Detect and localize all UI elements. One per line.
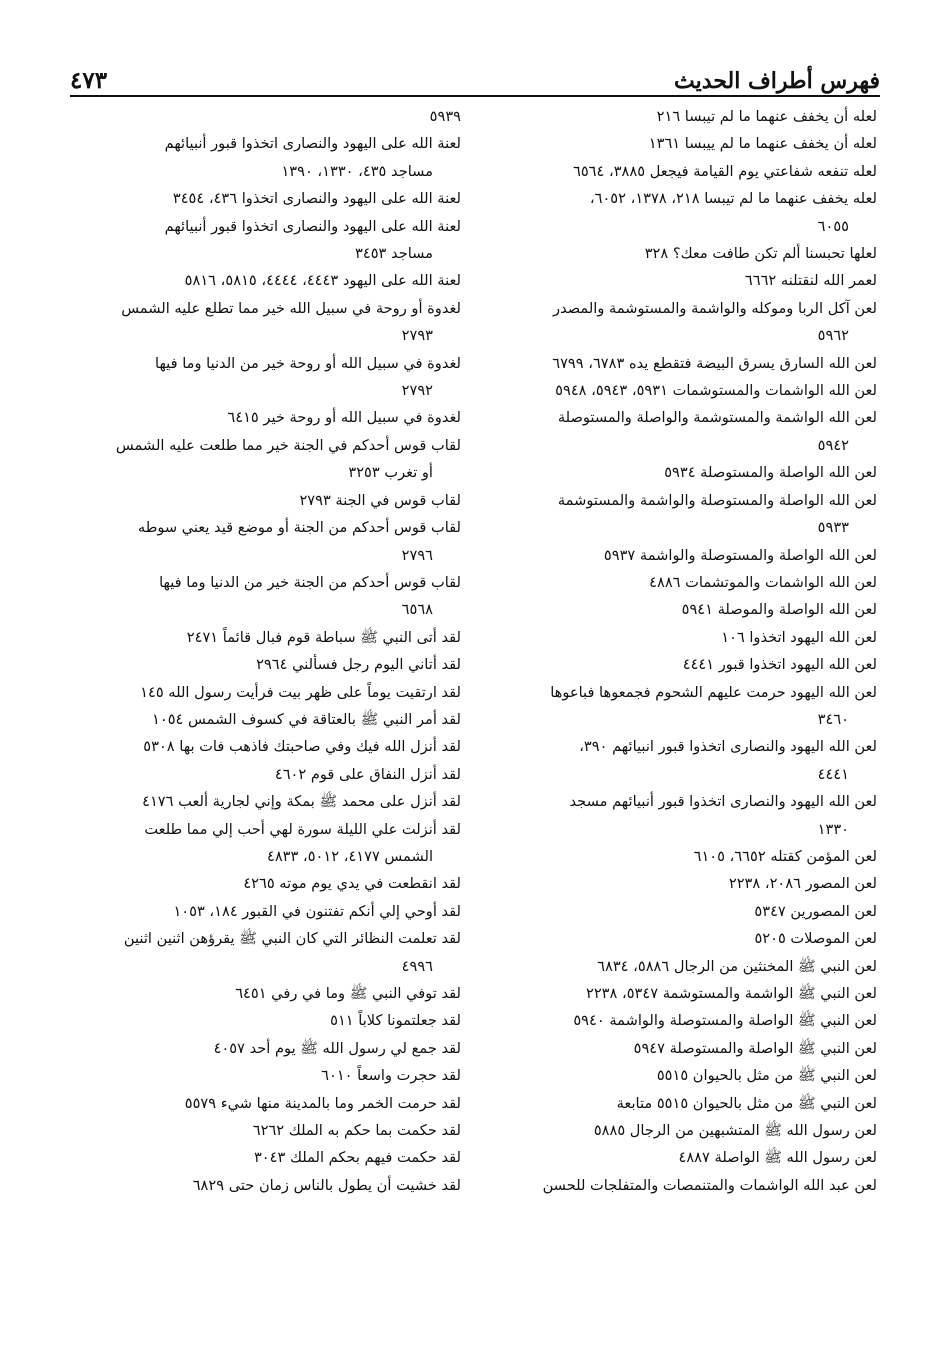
entry-continuation: ٣٤٦٠ [817,710,849,728]
entry-continuation: ٥٩٤٢ [817,436,849,454]
index-entry [493,870,877,897]
index-entry [493,569,877,596]
index-entry [493,624,877,651]
index-entry [493,103,877,130]
entry-line: لقد أنزلت علي الليلة سورة لهي أحب إلي مما طلعت [144,820,461,838]
entry-continuation: ٢٧٩٣ [401,327,433,345]
index-entry [493,130,877,157]
entry-line: لعن النبي ﷺ من مثل بالحيوان ٥٥١٥ [656,1067,877,1085]
entry-continuation: الشمس ٤١٧٧، ٥٠١٢، ٤٨٣٣ [267,847,433,865]
entry-line: لعن النبي ﷺ المخنثين من الرجال ٥٨٨٦، ٦٨٣٤ [597,957,877,975]
entry-line: لقد أنزل على محمد ﷺ بمكة وإني لجارية ألعب ٤١٧٦ [142,793,461,811]
entry-line: لغدوة في سبيل الله أو روحة خير ٦٤١٥ [227,409,461,427]
index-entry [493,733,877,788]
index-entry [77,733,461,760]
index-entry [493,404,877,459]
entry-line: لعن الله الواشمات والمستوشمات ٥٩٣١، ٥٩٤٣، ٥٩٤٨ [555,382,877,400]
index-entry [77,432,461,487]
index-entry [493,542,877,569]
entry-line: لعن الله الواصلة والمستوصلة والواشمة ٥٩٣٧ [603,546,877,564]
index-entry [493,925,877,952]
entry-line: لعن الله اليهود اتخذوا قبور ٤٤٤١ [682,656,877,674]
entry-line: لقد أوحي إلي أنكم تفتنون في القبور ١٨٤، ١٠٥٣ [173,902,461,920]
entry-line: لعن الله اليهود والنصارى اتخذوا قبور أنبيائهم مسجد [569,793,877,811]
entry-line: لقد توفي النبي ﷺ وما في رفي ٦٤٥١ [235,985,461,1002]
index-entry [77,1172,461,1199]
entry-line: لقاب قوس في الجنة ٢٧٩٣ [299,491,461,509]
header-rule [70,95,880,97]
entry-line: لعنة الله على اليهود والنصارى اتخذوا قبور أنبيائهم [164,135,461,153]
entry-line: لعن النبي ﷺ الواصلة والمستوصلة ٥٩٤٧ [633,1039,877,1057]
entry-line: لعله تنفعه شفاعتي يوم القيامة فيجعل ٣٨٨٥، ٦٥٦٤ [572,162,877,180]
index-entry [77,788,461,815]
entry-line: لعن آكل الربا وموكله والواشمة والمستوشمة والمصدر [553,299,877,317]
entry-continuation: ٤٩٩٦ [401,957,433,975]
entry-line: لقد أتى النبي ﷺ سباطة قوم فبال قائماً ٢٤٧١ [186,628,461,646]
entry-line: لقد أنزل النفاق على قوم ٤٦٠٢ [274,765,461,783]
entry-continuation: ٥٩٣٣ [817,519,849,537]
index-entry [493,953,877,980]
entry-line: لقد جعلتمونا كلاباً ٥١١ [330,1012,461,1030]
index-entry [77,213,461,268]
entry-continuation: ٥٩٦٢ [817,327,849,345]
index-entry [77,1117,461,1144]
entry-line: لقد حكمت بما حكم به الملك ٦٢٦٢ [252,1122,461,1140]
index-entry [77,514,461,569]
entry-continuation: ٦٥٦٨ [401,601,433,619]
index-entry [77,185,461,212]
entry-line: لغدوة أو روحة في سبيل الله خير مما تطلع عليه الشمس [121,299,461,317]
entry-continuation: ٢٧٩٢ [401,382,433,400]
index-entry [77,1144,461,1171]
entry-line: لعن الله اليهود حرمت عليهم الشحوم فجمعوها فباعوها [550,683,877,701]
entry-continuation: ٦٠٥٥ [817,217,849,235]
index-column-right [493,103,877,1199]
entry-continuation: مساجد ٣٤٥٣ [355,245,433,263]
entry-line: لعن الله الواصلة والموصلة ٥٩٤١ [681,601,877,619]
entry-line: لعن المصور ٢٠٨٦، ٢٢٣٨ [728,875,877,893]
index-entry [493,651,877,678]
index-entry [493,898,877,925]
entry-continuation: مساجد ٤٣٥، ١٣٣٠، ١٣٩٠ [281,162,433,180]
index-entry [493,1090,877,1117]
entry-line: لقد أتاني اليوم رجل فسألني ٢٩٦٤ [256,656,461,674]
entry-line: لقد ارتقيت يوماً على ظهر بيت فرأيت رسول الله ١٤٥ [140,683,461,701]
index-entry [77,816,461,871]
entry-line: لقد انقطعت في يدي يوم موته ٤٢٦٥ [243,875,461,893]
index-entry [77,1007,461,1034]
index-entry [77,130,461,185]
index-entry [77,350,461,405]
index-entry [77,925,461,980]
index-entry [493,788,877,843]
index-entry [77,1062,461,1089]
index-entry [77,103,461,130]
index-entry [493,487,877,542]
entry-line: لقد جمع لي رسول الله ﷺ يوم أحد ٤٠٥٧ [213,1039,461,1057]
index-entry [77,267,461,294]
index-entry [493,158,877,185]
index-entry [493,1172,877,1199]
entry-line: لعن المصورين ٥٣٤٧ [754,902,877,920]
index-entry [493,1117,877,1144]
index-column-left [77,103,461,1199]
index-entry [493,1144,877,1171]
entry-line: لعن النبي ﷺ الواصلة والمستوصلة والواشمة ٥٩٤٠ [573,1012,877,1030]
index-entry [77,870,461,897]
page-header [70,52,880,94]
index-entry [493,980,877,1007]
entry-line: لقاب قوس أحدكم في الجنة خير مما طلعت عليه الشمس [115,436,461,454]
entry-continuation: ١٣٣٠ [817,820,849,838]
index-entry [493,679,877,734]
index-entry [77,1090,461,1117]
index-entry [77,761,461,788]
page-number: ٤٧٣ [70,67,108,94]
entry-line: لقد أمر النبي ﷺ بالعتاقة في كسوف الشمس ١٠٥٤ [152,710,461,728]
entry-line: لعن النبي ﷺ من مثل بالحيوان ٥٥١٥ متابعة [616,1094,877,1112]
entry-line: لقد خشيت أن يطول بالناس زمان حتى ٦٨٢٩ [192,1176,461,1194]
index-entry [77,569,461,624]
index-entry [493,1035,877,1062]
index-entry [77,487,461,514]
entry-line: لعن النبي ﷺ الواشمة والمستوشمة ٥٣٤٧، ٢٢٣٨ [586,985,877,1002]
entry-line: لقاب قوس أحدكم من الجنة أو موضع قيد يعني سوطه [137,519,461,537]
entry-line: لعله أن يخفف عنهما ما لم تيبسا ٢١٦ [656,108,877,125]
entry-line: لعنة الله على اليهود والنصارى اتخذوا قبور أنبيائهم [164,217,461,235]
entry-line: لعله يخفف عنهما ما لم تيبسا ٢١٨، ١٣٧٨، ٦٠٥٢، [589,190,877,208]
index-entry [493,350,877,377]
entry-line: ٥٩٣٩ [429,108,461,125]
entry-line: لعن الله اليهود اتخذوا ١٠٦ [721,628,877,646]
index-entry [493,377,877,404]
entry-line: لعنة الله على اليهود ٤٤٤٣، ٤٤٤٤، ٥٨١٥، ٥٨١٦ [184,272,461,290]
entry-line: لعن الله الواصلة والمستوصلة والواشمة والمستوشمة [557,491,877,509]
entry-line: لغدوة في سبيل الله أو روحة خير من الدنيا وما فيها [155,354,461,372]
entry-line: لعن الله الواشمة والمستوشمة والواصلة والمستوصلة [557,409,877,427]
index-entry [493,843,877,870]
entry-continuation: أو تغرب ٣٢٥٣ [348,464,433,482]
entry-continuation: ٢٧٩٦ [401,546,433,564]
index-entry [493,1062,877,1089]
running-title: فهرس أطراف الحديث [674,68,880,94]
index-entry [77,679,461,706]
entry-line: لعله أن يخفف عنهما ما لم ييبسا ١٣٦١ [648,135,877,153]
index-entry [493,295,877,350]
entry-line: لعن عبد الله الواشمات والمتنمصات والمتفلجات للحسن [542,1176,877,1194]
index-entry [493,267,877,294]
index-entry [77,1035,461,1062]
entry-line: لعن الله الواصلة والمستوصلة ٥٩٣٤ [664,464,877,482]
index-entry [493,459,877,486]
index-entry [77,980,461,1007]
entry-line: لقاب قوس أحدكم من الجنة خير من الدنيا وما فيها [159,573,461,591]
entry-line: لعن الموصلات ٥٢٠٥ [754,930,877,948]
entry-line: لقد أنزل الله فيك وفي صاحبتك فاذهب فات بها ٥٣٠٨ [143,738,461,756]
index-entry [77,295,461,350]
index-entry [493,185,877,240]
entry-line: لقد حكمت فيهم بحكم الملك ٣٠٤٣ [253,1149,461,1167]
index-entry [77,624,461,651]
entry-line: لعن رسول الله ﷺ المتشبهين من الرجال ٥٨٨٥ [593,1122,877,1140]
entry-line: لعن الله السارق يسرق البيضة فتقطع يده ٦٧٨٣، ٦٧٩٩ [552,354,877,372]
index-entry [493,240,877,267]
entry-line: لعن المؤمن كقتله ٦٦٥٢، ٦١٠٥ [693,847,877,865]
entry-line: لقد تعلمت النظائر التي كان النبي ﷺ يقرؤهن اثنين اثنين [123,930,461,948]
entry-line: لعلها تحبسنا ألم تكن طافت معك؟ ٣٢٨ [644,245,877,263]
index-entry [493,596,877,623]
entry-line: لقد حجرت واسعاً ٦٠١٠ [321,1067,461,1085]
index-entry [77,898,461,925]
entry-line: لعن الله اليهود والنصارى اتخذوا قبور انبيائهم ٣٩٠، [579,738,877,756]
index-entry [77,706,461,733]
entry-line: لعن الله الواشمات والموتشمات ٤٨٨٦ [649,573,877,591]
entry-continuation: ٤٤٤١ [817,765,849,783]
index-entry [493,1007,877,1034]
entry-line: لعنة الله على اليهود والنصارى اتخذوا ٤٣٦، ٣٤٥٤ [172,190,461,208]
entry-line: لقد حرمت الخمر وما بالمدينة منها شيء ٥٥٧٩ [184,1094,461,1112]
index-entry [77,404,461,431]
entry-line: لعمر الله لنقتلنه ٦٦٦٢ [744,272,877,290]
entry-line: لعن رسول الله ﷺ الواصلة ٤٨٨٧ [678,1149,877,1167]
index-entry [77,651,461,678]
